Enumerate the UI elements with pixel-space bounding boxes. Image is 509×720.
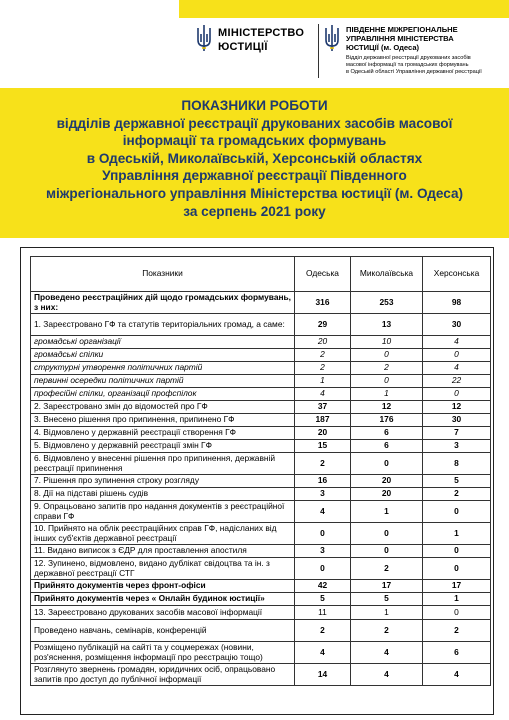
table-row (31, 558, 491, 580)
value-mykolaiv: 176 (351, 414, 423, 427)
heading-line: Управління державної реєстрації Південного (102, 168, 407, 184)
indicator-label: 4. Відмовлено у державній реєстрації створення ГФ (31, 427, 295, 440)
regional-office-logo (324, 24, 504, 84)
indicator-label: структурні утворення політичних партій (31, 362, 295, 375)
office-title-1: ПІВДЕННЕ МІЖРЕГІОНАЛЬНЕ (346, 25, 458, 34)
indicator-label: громадські організації (31, 336, 295, 349)
value-mykolaiv: 0 (351, 375, 423, 388)
col-header-kherson: Херсонська (423, 257, 491, 292)
indicator-label: Проведено навчань, семінарів, конференцій (31, 620, 295, 642)
table-row (31, 620, 491, 642)
value-kherson: 3 (423, 440, 491, 453)
indicator-label: 13. Зареєстровано друкованих засобів масової інформації (31, 606, 295, 620)
value-mykolaiv: 4 (351, 642, 423, 664)
value-odesa: 42 (295, 580, 351, 593)
indicator-label: 5. Відмовлено у державній реєстрації змін ГФ (31, 440, 295, 453)
report-heading (0, 97, 509, 220)
table-row (31, 501, 491, 523)
trident-icon (196, 24, 212, 52)
value-kherson: 2 (423, 620, 491, 642)
value-odesa: 11 (295, 606, 351, 620)
value-odesa: 187 (295, 414, 351, 427)
value-odesa: 0 (295, 558, 351, 580)
heading-line: ПОКАЗНИКИ РОБОТИ (181, 98, 328, 113)
value-kherson: 0 (423, 545, 491, 558)
value-odesa: 2 (295, 362, 351, 375)
table-row (31, 580, 491, 593)
table-row (31, 292, 491, 314)
indicator-label: 3. Внесено рішення про припинення, припинено ГФ (31, 414, 295, 427)
table-row (31, 593, 491, 606)
table-row (31, 606, 491, 620)
value-mykolaiv: 6 (351, 427, 423, 440)
col-header-mykolaiv: Миколаївська (351, 257, 423, 292)
value-mykolaiv: 253 (351, 292, 423, 314)
value-odesa: 16 (295, 475, 351, 488)
value-mykolaiv: 17 (351, 580, 423, 593)
value-odesa: 3 (295, 488, 351, 501)
indicator-label: 6. Відмовлено у внесенні рішення про припинення, державній реєстрації припинення (31, 453, 295, 475)
heading-line: за серпень 2021 року (183, 203, 326, 219)
value-mykolaiv: 1 (351, 606, 423, 620)
header-logos (0, 22, 509, 92)
value-kherson: 17 (423, 580, 491, 593)
table-row (31, 336, 491, 349)
value-mykolaiv: 2 (351, 620, 423, 642)
value-odesa: 316 (295, 292, 351, 314)
table-row (31, 453, 491, 475)
value-kherson: 30 (423, 314, 491, 336)
indicator-label: первинні осередки політичних партій (31, 375, 295, 388)
indicator-label: громадські спілки (31, 349, 295, 362)
indicator-label: 9. Опрацьовано запитів про надання документів з реєстраційної справи ГФ (31, 501, 295, 523)
indicator-label: 2. Зареєстровано змін до відомостей про ГФ (31, 401, 295, 414)
heading-line: інформації та громадських формувань (122, 133, 387, 149)
value-kherson: 5 (423, 475, 491, 488)
table-row (31, 414, 491, 427)
table-row (31, 362, 491, 375)
value-kherson: 8 (423, 453, 491, 475)
office-sub-3: в Одеській області Управління державної реєстрації (346, 69, 482, 75)
heading-line: в Одеській, Миколаївській, Херсонській областях (86, 150, 423, 166)
indicator-label: 7. Рішення про зупинення строку розгляду (31, 475, 295, 488)
value-mykolaiv: 0 (351, 523, 423, 545)
value-odesa: 37 (295, 401, 351, 414)
value-odesa: 2 (295, 453, 351, 475)
value-mykolaiv: 20 (351, 488, 423, 501)
value-mykolaiv: 12 (351, 401, 423, 414)
value-mykolaiv: 4 (351, 664, 423, 686)
office-sub-1: Відділ державної реєстрації друкованих засобів (346, 55, 471, 61)
indicator-label: 11. Видано виписок з ЄДР для проставлення апостиля (31, 545, 295, 558)
value-odesa: 20 (295, 427, 351, 440)
indicator-label: Проведено реєстраційних дій щодо громадських формувань, з них: (31, 292, 295, 314)
table-row (31, 440, 491, 453)
value-mykolaiv: 2 (351, 558, 423, 580)
trident-icon (324, 24, 340, 52)
value-odesa: 1 (295, 375, 351, 388)
logo-divider (318, 24, 319, 78)
col-header-odesa: Одеська (295, 257, 351, 292)
value-odesa: 4 (295, 501, 351, 523)
value-mykolaiv: 10 (351, 336, 423, 349)
ministry-logo (196, 24, 314, 64)
value-kherson: 0 (423, 388, 491, 401)
value-odesa: 3 (295, 545, 351, 558)
value-kherson: 2 (423, 488, 491, 501)
value-odesa: 5 (295, 593, 351, 606)
value-kherson: 12 (423, 401, 491, 414)
value-kherson: 4 (423, 664, 491, 686)
table-row (31, 375, 491, 388)
value-kherson: 98 (423, 292, 491, 314)
office-title-2: УПРАВЛІННЯ МІНІСТЕРСТВА (346, 34, 454, 43)
value-odesa: 0 (295, 523, 351, 545)
value-kherson: 1 (423, 593, 491, 606)
office-sub-2: масової інформації та громадських формувань (346, 62, 469, 68)
value-kherson: 1 (423, 523, 491, 545)
heading-line: міжрегіонального управління Міністерства юстиції (м. Одеса) (45, 185, 464, 201)
indicator-label: 8. Дії на підставі рішень судів (31, 488, 295, 501)
indicator-label: Розміщено публікацій на сайті та у соцмережах (новини, роз'яснення, розміщення інформації про реєстрацію тощо) (31, 642, 295, 664)
value-kherson: 0 (423, 349, 491, 362)
value-kherson: 22 (423, 375, 491, 388)
indicator-label: Розглянуто звернень громадян, юридичних осіб, опрацьовано запитів про доступ до публічної інформації (31, 664, 295, 686)
table-row (31, 388, 491, 401)
heading-line: відділів державної реєстрації друкованих засобів масової (56, 115, 453, 131)
indicators-table-frame (20, 247, 494, 715)
value-odesa: 2 (295, 349, 351, 362)
value-mykolaiv: 5 (351, 593, 423, 606)
table-row (31, 488, 491, 501)
value-kherson: 4 (423, 336, 491, 349)
indicator-label: Прийнято документів через фронт-офіси (31, 580, 295, 593)
value-odesa: 15 (295, 440, 351, 453)
value-kherson: 4 (423, 362, 491, 375)
value-kherson: 0 (423, 501, 491, 523)
value-odesa: 29 (295, 314, 351, 336)
office-title-3: ЮСТИЦІЇ (м. Одеса) (346, 43, 420, 52)
ministry-logo-line2: ЮСТИЦІЇ (218, 41, 268, 53)
value-kherson: 0 (423, 558, 491, 580)
value-mykolaiv: 0 (351, 453, 423, 475)
value-kherson: 6 (423, 642, 491, 664)
indicator-label: 10. Прийнято на облік реєстраційних справ ГФ, надісланих від інших суб'єктів державної реєстрації (31, 523, 295, 545)
value-odesa: 2 (295, 620, 351, 642)
value-mykolaiv: 1 (351, 501, 423, 523)
indicator-label: професійні спілки, організації профспілок (31, 388, 295, 401)
value-kherson: 7 (423, 427, 491, 440)
table-row (31, 427, 491, 440)
table-row (31, 664, 491, 686)
value-odesa: 4 (295, 388, 351, 401)
table-row (31, 642, 491, 664)
table-row (31, 545, 491, 558)
top-yellow-band (179, 0, 509, 18)
indicator-label: 1. Зареєстровано ГФ та статутів територіальних громад, а саме: (31, 314, 295, 336)
indicator-label: 12. Зупинено, відмовлено, видано дублікат свідоцтва та ін. з державної реєстрації СТГ (31, 558, 295, 580)
table-row (31, 314, 491, 336)
value-mykolaiv: 0 (351, 349, 423, 362)
value-mykolaiv: 0 (351, 545, 423, 558)
table-row (31, 523, 491, 545)
value-mykolaiv: 1 (351, 388, 423, 401)
indicators-table (30, 256, 491, 686)
value-odesa: 14 (295, 664, 351, 686)
value-odesa: 20 (295, 336, 351, 349)
value-mykolaiv: 20 (351, 475, 423, 488)
ministry-logo-line1: МІНІСТЕРСТВО (218, 27, 305, 39)
value-kherson: 30 (423, 414, 491, 427)
table-header-row (31, 257, 491, 292)
table-row (31, 475, 491, 488)
value-mykolaiv: 13 (351, 314, 423, 336)
table-row (31, 349, 491, 362)
indicator-label: Прийнято документів через « Онлайн будинок юстиції» (31, 593, 295, 606)
table-row (31, 401, 491, 414)
col-header-indicators: Показники (31, 257, 295, 292)
value-mykolaiv: 2 (351, 362, 423, 375)
value-mykolaiv: 6 (351, 440, 423, 453)
value-kherson: 0 (423, 606, 491, 620)
value-odesa: 4 (295, 642, 351, 664)
